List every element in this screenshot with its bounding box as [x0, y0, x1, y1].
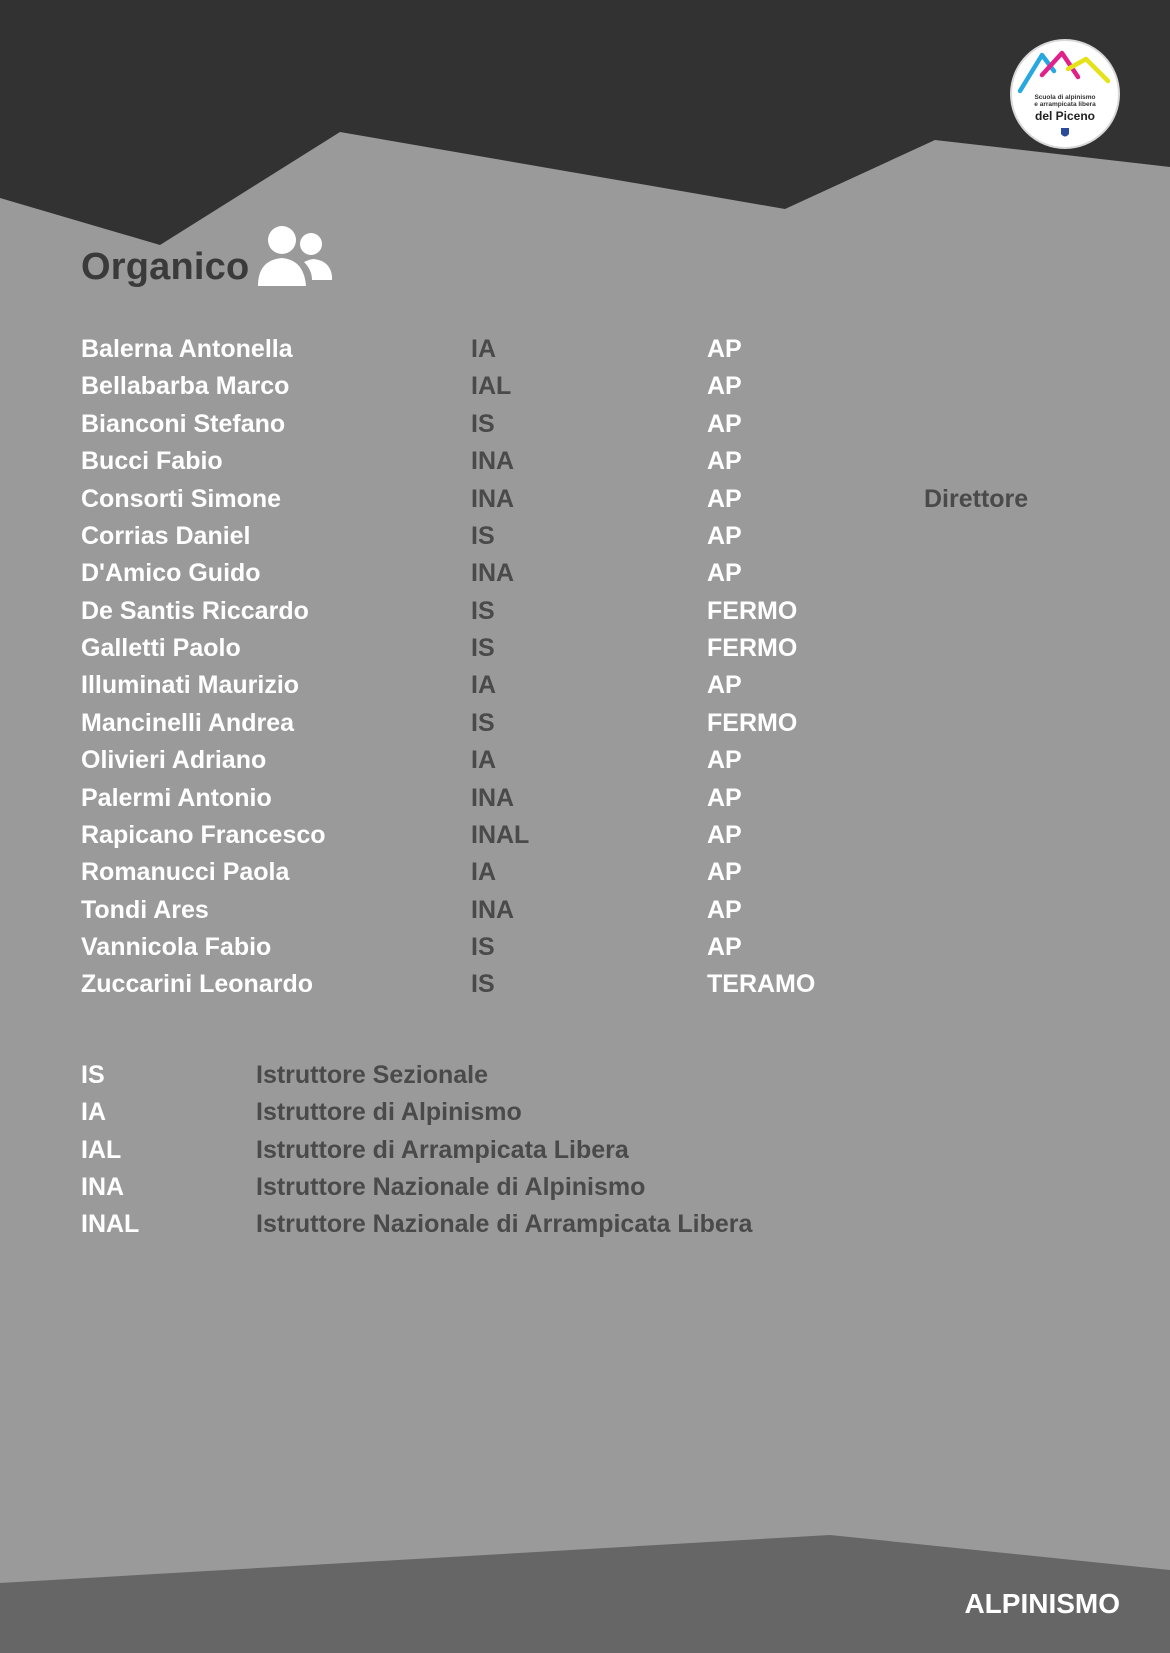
legend-description: Istruttore di Arrampicata Libera [256, 1136, 629, 1164]
member-section: AP [707, 372, 742, 400]
legend-description: Istruttore di Alpinismo [256, 1098, 522, 1126]
member-section: TERAMO [707, 970, 816, 998]
legend-item [0, 1057, 1170, 1094]
legend-item [0, 1132, 1170, 1169]
member-section: AP [707, 784, 742, 812]
member-name: Olivieri Adriano [81, 746, 267, 774]
table-row [0, 705, 1170, 742]
member-role: Direttore [924, 485, 1029, 513]
table-row [0, 443, 1170, 480]
legend-code: IAL [81, 1136, 122, 1164]
member-section: FERMO [707, 709, 798, 737]
member-name: Illuminati Maurizio [81, 671, 300, 699]
member-section: AP [707, 335, 742, 363]
member-qualification: INA [471, 784, 515, 812]
member-section: AP [707, 746, 742, 774]
table-row [0, 854, 1170, 891]
member-name: Bucci Fabio [81, 447, 223, 475]
member-qualification: IA [471, 335, 496, 363]
member-section: AP [707, 671, 742, 699]
member-qualification: IS [471, 522, 495, 550]
legend-description: Istruttore Nazionale di Arrampicata Libera [256, 1210, 753, 1238]
member-name: Galletti Paolo [81, 634, 241, 662]
table-row [0, 667, 1170, 704]
member-qualification: INA [471, 447, 515, 475]
footer-section-label: ALPINISMO [964, 1588, 1120, 1619]
table-row [0, 555, 1170, 592]
table-row [0, 892, 1170, 929]
member-name: Consorti Simone [81, 485, 282, 513]
mountain-blue-stroke [1020, 55, 1054, 91]
member-qualification: IS [471, 410, 495, 438]
table-row [0, 817, 1170, 854]
table-row [0, 368, 1170, 405]
legend-item [0, 1169, 1170, 1206]
member-section: AP [707, 858, 742, 886]
member-name: D'Amico Guido [81, 559, 261, 587]
table-row [0, 929, 1170, 966]
legend-code: INA [81, 1173, 125, 1201]
member-qualification: IA [471, 671, 496, 699]
people-icon [256, 224, 332, 288]
member-name: Bellabarba Marco [81, 372, 290, 400]
member-name: Balerna Antonella [81, 335, 293, 363]
logo-name: del Piceno [1034, 109, 1096, 123]
school-logo [1010, 39, 1120, 149]
table-row [0, 630, 1170, 667]
member-name: Vannicola Fabio [81, 933, 272, 961]
legend-code: IS [81, 1061, 105, 1089]
table-row [0, 406, 1170, 443]
top-mountain-band [0, 0, 1170, 245]
logo-line-2: e arrampicata libera [1034, 101, 1096, 108]
member-qualification: IA [471, 746, 496, 774]
table-row [0, 742, 1170, 779]
member-section: AP [707, 559, 742, 587]
logo-line-1: Scuola di alpinismo [1034, 94, 1096, 101]
table-row [0, 481, 1170, 518]
member-name: Rapicano Francesco [81, 821, 326, 849]
member-qualification: INAL [471, 821, 530, 849]
member-section: AP [707, 447, 742, 475]
member-name: Mancinelli Andrea [81, 709, 295, 737]
legend-item [0, 1206, 1170, 1243]
member-qualification: IS [471, 709, 495, 737]
member-name: Palermi Antonio [81, 784, 272, 812]
member-qualification: IS [471, 970, 495, 998]
member-section: AP [707, 485, 742, 513]
table-row [0, 780, 1170, 817]
legend-code: IA [81, 1098, 106, 1126]
member-name: Corrias Daniel [81, 522, 251, 550]
legend-description: Istruttore Sezionale [256, 1061, 488, 1089]
member-section: AP [707, 410, 742, 438]
member-qualification: INA [471, 896, 515, 924]
table-row [0, 331, 1170, 368]
member-section: AP [707, 896, 742, 924]
table-row [0, 518, 1170, 555]
member-qualification: IS [471, 933, 495, 961]
legend-code: INAL [81, 1210, 140, 1238]
member-section: AP [707, 821, 742, 849]
member-name: Tondi Ares [81, 896, 209, 924]
member-section: AP [707, 522, 742, 550]
page-title: Organico [81, 246, 250, 288]
member-qualification: IS [471, 634, 495, 662]
member-qualification: IS [471, 597, 495, 625]
member-section: FERMO [707, 634, 798, 662]
member-qualification: INA [471, 559, 515, 587]
member-qualification: IAL [471, 372, 512, 400]
member-section: AP [707, 933, 742, 961]
member-qualification: IA [471, 858, 496, 886]
member-name: Romanucci Paola [81, 858, 290, 886]
table-row [0, 593, 1170, 630]
table-row [0, 966, 1170, 1003]
member-name: De Santis Riccardo [81, 597, 309, 625]
shield-icon [1061, 128, 1069, 137]
member-section: FERMO [707, 597, 798, 625]
legend-description: Istruttore Nazionale di Alpinismo [256, 1173, 646, 1201]
legend-item [0, 1094, 1170, 1131]
member-qualification: INA [471, 485, 515, 513]
member-name: Zuccarini Leonardo [81, 970, 313, 998]
member-name: Bianconi Stefano [81, 410, 286, 438]
